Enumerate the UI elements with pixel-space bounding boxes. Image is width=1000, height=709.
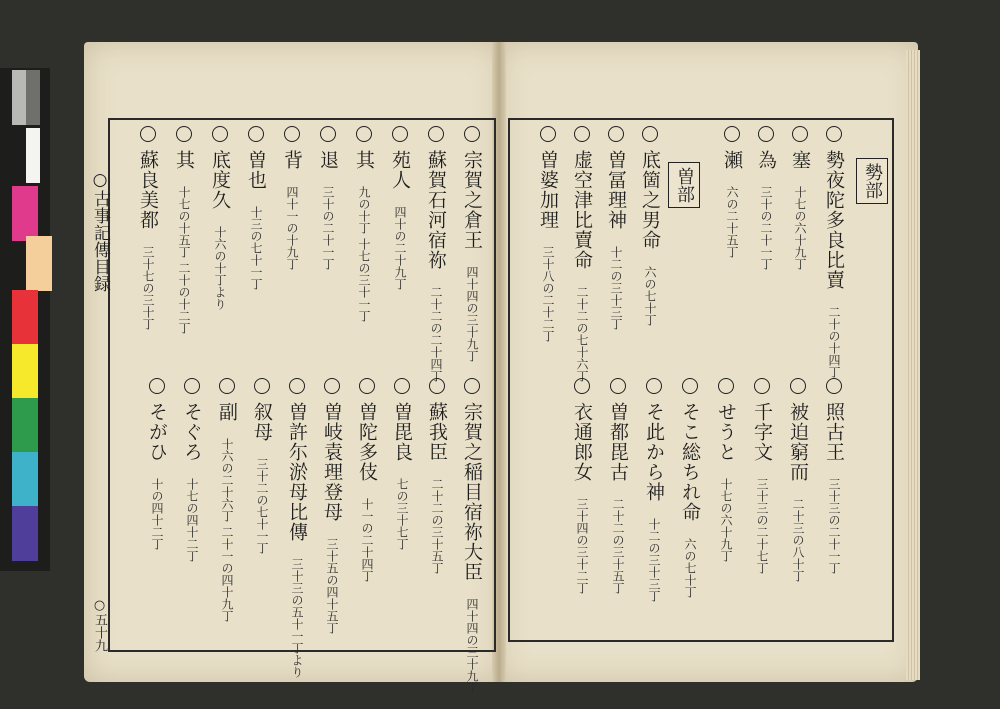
entry-page-ref: 十七の六十九丁: [793, 186, 807, 270]
entry-circle-mark: [219, 378, 235, 394]
entry-page-ref: 十六の十丁より: [213, 226, 227, 310]
entry-page-ref: 六の二十五丁: [725, 186, 739, 258]
entry-name: 宗賀之稲目宿祢大臣: [461, 402, 483, 582]
entry-name: そがひ: [146, 402, 168, 462]
entry-name: 背: [281, 150, 303, 170]
entry-circle-mark: [464, 378, 480, 394]
entry-name: 叙母: [251, 402, 273, 442]
page-folio: ○五十九: [92, 598, 107, 652]
entry-name: 底度久: [209, 150, 231, 210]
calibration-patch: [12, 186, 38, 241]
calibration-patch: [12, 398, 38, 453]
entry-circle-mark: [284, 126, 300, 142]
entry-circle-mark: [642, 126, 658, 142]
entry-page-ref: 三十三の五十一丁より: [290, 558, 304, 678]
entry-name: 蘇賀石河宿祢: [425, 150, 447, 270]
entry-circle-mark: [792, 126, 808, 142]
entry-name: 勢夜陀多良比賣: [823, 150, 845, 290]
entry-circle-mark: [140, 126, 156, 142]
entry-name: 退: [317, 150, 339, 170]
entry-circle-mark: [428, 126, 444, 142]
entry-page-ref: 九の十丁 十七の三十一丁: [357, 186, 371, 322]
entry-page-ref: 三十八の二十二丁: [541, 246, 555, 342]
entry-circle-mark: [324, 378, 340, 394]
calibration-patch: [26, 128, 40, 183]
section-label-se: 勢部: [856, 158, 888, 204]
entry-page-ref: 十一の二十四丁: [360, 498, 374, 582]
entry-circle-mark: [356, 126, 372, 142]
entry-circle-mark: [754, 378, 770, 394]
entry-name: 曽也: [245, 150, 267, 190]
entry-circle-mark: [826, 378, 842, 394]
calibration-patch: [12, 128, 26, 183]
entry-circle-mark: [248, 126, 264, 142]
entry-name: 苑人: [389, 150, 411, 190]
entry-page-ref: 十の四十二丁: [150, 478, 164, 550]
entry-page-ref: 三十四の三十二丁: [575, 498, 589, 594]
entry-circle-mark: [574, 126, 590, 142]
entry-name: 底箇之男命: [639, 150, 661, 250]
entry-page-ref: 六の七十丁: [643, 266, 657, 326]
entry-name: 其: [173, 150, 195, 170]
entry-name: 曽都毘古: [607, 402, 629, 482]
entry-name: 蘇良美都: [137, 150, 159, 230]
entry-page-ref: 四十四の三十九丁: [465, 266, 479, 362]
entry-name: 千字文: [751, 402, 773, 462]
entry-circle-mark: [176, 126, 192, 142]
entry-name: 照古王: [823, 402, 845, 462]
entry-circle-mark: [289, 378, 305, 394]
entry-circle-mark: [184, 378, 200, 394]
entry-page-ref: 二十二の三十五丁: [430, 478, 444, 574]
entry-name: 瀬: [721, 150, 743, 170]
entry-name: そ此から神: [643, 402, 665, 502]
entry-circle-mark: [149, 378, 165, 394]
entry-name: 曽冨理神: [605, 150, 627, 230]
entry-page-ref: 二十三の八十丁: [791, 498, 805, 582]
entry-name: 蘇我臣: [426, 402, 448, 462]
entry-page-ref: 四十の二十九丁: [393, 206, 407, 290]
entry-page-ref: 十六の二十六丁 二十一の四十九丁: [220, 438, 234, 622]
entry-page-ref: 三十二の七十一丁: [255, 458, 269, 554]
entry-circle-mark: [464, 126, 480, 142]
entry-page-ref: 二十二の七十六丁: [575, 286, 589, 382]
entry-page-ref: 三十三の二十一丁: [827, 478, 841, 574]
entry-name: 曽岐袁理登母: [321, 402, 343, 522]
entry-name: せうと: [715, 402, 737, 462]
entry-page-ref: 三十七の三十丁: [141, 246, 155, 330]
entry-page-ref: 六の七十丁: [683, 538, 697, 598]
entry-circle-mark: [359, 378, 375, 394]
entry-name: そこ総ちれ命: [679, 402, 701, 522]
entry-circle-mark: [718, 378, 734, 394]
entry-page-ref: 十二の三十三丁: [609, 246, 623, 330]
calibration-patch: [12, 70, 26, 125]
entry-circle-mark: [610, 378, 626, 394]
calibration-patch: [12, 452, 38, 507]
entry-page-ref: 三十の二十一丁: [321, 186, 335, 270]
section-label-so: 曽部: [668, 162, 700, 208]
entry-circle-mark: [758, 126, 774, 142]
entry-page-ref: 三十五の四十五丁: [325, 538, 339, 634]
calibration-patch: [12, 290, 38, 345]
entry-name: 為: [755, 150, 777, 170]
entry-circle-mark: [724, 126, 740, 142]
entry-page-ref: 十七の十五丁 二十の十二丁: [177, 186, 191, 334]
entry-page-ref: 四十一の十九丁: [285, 186, 299, 270]
entry-page-ref: 二十二の三十五丁: [611, 498, 625, 594]
entry-page-ref: 二十の十四丁: [827, 306, 841, 378]
entry-circle-mark: [392, 126, 408, 142]
entry-page-ref: 十七の六十九丁: [719, 478, 733, 562]
entry-name: 其: [353, 150, 375, 170]
entry-name: 衣通郎女: [571, 402, 593, 482]
entry-circle-mark: [790, 378, 806, 394]
entry-circle-mark: [212, 126, 228, 142]
entry-name: 被迫窮而: [787, 402, 809, 482]
entry-page-ref: 七の三十七丁: [395, 478, 409, 550]
entry-name: 曽陀多伎: [356, 402, 378, 482]
entry-circle-mark: [254, 378, 270, 394]
entry-page-ref: 十七の四十二丁: [185, 478, 199, 562]
calibration-patch: [26, 236, 52, 291]
entry-circle-mark: [682, 378, 698, 394]
entry-circle-mark: [320, 126, 336, 142]
entry-name: 曽毘良: [391, 402, 413, 462]
entry-circle-mark: [826, 126, 842, 142]
entry-circle-mark: [394, 378, 410, 394]
entry-name: 虚空津比賣命: [571, 150, 593, 270]
entry-circle-mark: [540, 126, 556, 142]
entry-circle-mark: [574, 378, 590, 394]
entry-page-ref: 二十二の二十四丁: [429, 286, 443, 382]
entry-page-ref: 十三の七十一丁: [249, 206, 263, 290]
entry-name: 曽許尓淤母比傳: [286, 402, 308, 542]
entry-name: そぐろ: [181, 402, 203, 462]
page-edges: [906, 50, 920, 680]
entry-page-ref: 三十三の二十七丁: [755, 478, 769, 574]
entry-name: 曽婆加理: [537, 150, 559, 230]
calibration-patch: [26, 70, 40, 125]
calibration-patch: [12, 344, 38, 399]
entry-name: 宗賀之倉王: [461, 150, 483, 250]
entry-page-ref: 四十四の三十九丁: [465, 598, 479, 694]
entry-name: 塞: [789, 150, 811, 170]
book-title: ○古事記傳目録: [90, 170, 110, 292]
calibration-patch: [12, 506, 38, 561]
entry-circle-mark: [646, 378, 662, 394]
entry-page-ref: 十二の三十三丁: [647, 518, 661, 602]
entry-name: 副: [216, 402, 238, 422]
entry-page-ref: 三十の二十一丁: [759, 186, 773, 270]
entry-circle-mark: [608, 126, 624, 142]
entry-circle-mark: [429, 378, 445, 394]
